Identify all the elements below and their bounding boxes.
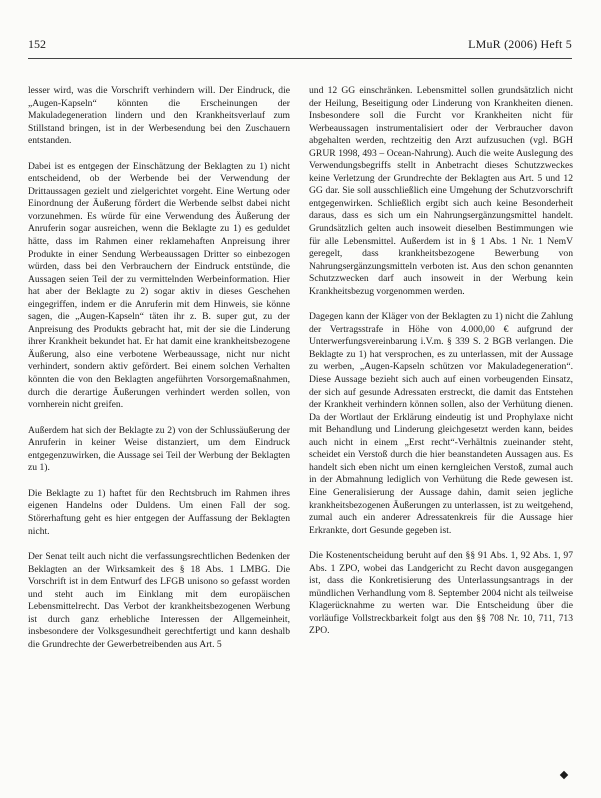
running-header: [28, 36, 572, 59]
paragraph: Die Beklagte zu 1) haftet für den Rechtsbruch im Rahmen ihres eigenen Handelns oder Duldens. Um einen Fall der sog. Störerhaftung geht es hier entgegen der Auffassung der Beklagten nicht.: [28, 487, 290, 537]
paragraph: Die Kostenentscheidung beruht auf den §§ 91 Abs. 1, 92 Abs. 1, 97 Abs. 1 ZPO, wobei das Landgericht zu Recht davon ausgegangen ist, dass die Konkretisierung des Unterlassungsantrags in der mündlichen Verhandlung vom 8. September 2004 nicht als teilweise Klagerücknahme zu werten war. Die Entscheidung über die vorläufige Vollstreckbarkeit folgt aus den §§ 708 Nr. 10, 711, 713 ZPO.: [309, 550, 573, 637]
paragraph: und 12 GG einschränken. Lebensmittel sollen grundsätzlich nicht der Heilung, Beseitigung oder Linderung von Krankheiten dienen. Insbesondere soll die Furcht vor Krankheiten nicht für Werbeaussagen instrumentalisiert oder der Verbraucher davon abgehalten werden, rechtzeitig den Arzt aufzusuchen (vgl. BGH GRUR 1998, 493 – Ocean-Nahrung). Auch die weite Auslegung des Verwendungsbegriffs stellt in Anbetracht dieses Schutzzweckes keine Verletzung der Grundrechte der Beklagten aus Art. 5 und 12 GG dar. Sie soll ausschließlich eine Umgehung der Schutzvorschrift entgegenwirken. Schließlich ergibt sich auch keine Besonderheit daraus, dass es sich um ein Nahrungsergänzungsmittel handelt. Grundsätzlich gelten auch insoweit dieselben Bestimmungen wie für alle Lebensmittel. Außerdem ist in § 1 Abs. 1 Nr. 1 NemV geregelt, dass krankheitsbezogene Bewerbung von Nahrungsergänzungsmitteln verboten ist. Aus den schon genannten Schutzzwecken darf auch insoweit in der Werbung kein Krankheitsbezug vorgenommen werden.: [309, 85, 573, 297]
paragraph: Außerdem hat sich der Beklagte zu 2) von der Schlussäußerung der Anruferin in keiner Weise distanziert, um dem Eindruck entgegenzuwirken, die Aussage sei Teil der Werbung der Beklagten zu 1).: [28, 424, 290, 474]
paragraph: Dabei ist es entgegen der Einschätzung der Beklagten zu 1) nicht entscheidend, ob der Werbende bei der Verwendung der Drittaussagen gezielt und zielgerichtet vorgeht. Eine Wertung oder Einordnung der Äußerung fördert die Werbende selbst dabei nicht vorzunehmen. Es würde für eine Verwendung des Äußerung der Anruferin sogar ausreichen, wenn die Beklagte zu 1) es geduldet hätte, dass im Rahmen einer reklamehaften Anpreisung ihrer Produkte in einer Sendung Werbeaussagen Dritter so einbezogen würden, dass bei den Verbrauchern der Eindruck entstünde, die Aussagen seien Teil der zu vermittelnden Werbeinformation. Hier hat aber der Beklagte zu 2) sogar aktiv in dieses Geschehen eingegriffen, indem er die Anruferin mit dem Hinweis, sie könne sagen, die „Augen-Kapseln“ täten ihr z. B. super gut, zu der Anpreisung des Produkts gebracht hat, mit der sie die Linderung ihrer Krankheit bekundet hat. Er hat damit eine krankheitsbezogene Äußerung, also eine verbotene Werbeaussage, nicht nur nicht verhindert, sondern aktiv gefördert. Bei einem solchen Verhalten könnten die von den Beklagten angeführten Vorsorgemaßnahmen, durch die derartige Äußerungen verhindert werden sollen, von vornherein nicht greifen.: [28, 160, 290, 411]
journal-reference: LMuR (2006) Heft 5: [468, 37, 572, 51]
paragraph: lesser wird, was die Vorschrift verhindern will. Der Eindruck, die „Augen-Kapseln“ könnten die Erscheinungen der Makuladegeneration lindern und den Krankheitsverlauf zum Stillstand bringen, ist in der Werbesendung bei den Zuschauern entstanden.: [28, 85, 290, 147]
end-of-article-marker: [560, 771, 568, 779]
paragraph: Dagegen kann der Kläger von der Beklagten zu 1) nicht die Zahlung der Vertragsstrafe in Höhe von 4.000,00 € aufgrund der Unterwerfungsvereinbarung i.V.m. § 339 S. 2 BGB verlangen. Die Beklagte zu 1) hat versprochen, es zu unterlassen, mit der Aussage zu werben, „Augen-Kapseln schützen vor Makuladegeneration“. Diese Aussage bezieht sich auch auf einen vorbeugenden Einsatz, der sich auf gesunde Adressaten erstreckt, die damit das Entstehen der Krankheit verhindern können sollen, also der Verhütung dienen. Da der Wortlaut der Erklärung eindeutig ist und Prophylaxe nicht mit Behandlung und Linderung gleichgesetzt werden kann, beides auch nicht in einem „Erst recht“-Verhältnis zueinander steht, scheidet ein Verstoß durch die hier beanstandeten Aussagen aus. Es handelt sich eben nicht um einen kerngleichen Verstoß, zumal auch in der Abmahnung lediglich von Verhütung die Rede gewesen ist. Eine Generalisierung der Aussage dahin, damit seien jegliche krankheitsbezogenen Äußerungen zu unterlassen, ist zu weitgehend, zumal auch ein anderer Adressatenkreis für die Aussage hier Erkrankte, dort Gesunde gegeben ist.: [309, 311, 573, 536]
right-column: [309, 85, 573, 651]
left-column: [28, 85, 290, 664]
page-number: 152: [28, 37, 46, 51]
paragraph: Der Senat teilt auch nicht die verfassungsrechtlichen Bedenken der Beklagten an der Wirksamkeit des § 18 Abs. 1 LMBG. Die Vorschrift ist in dem Entwurf des LFGB unisono so gefasst worden und steht auch im Einklang mit dem europäischen Lebensmittelrecht. Das Verbot der krankheitsbezogenen Werbung ist durch ganz erhebliche Interessen der Allgemeinheit, insbesondere der Volksgesundheit gerechtfertigt und kann deshalb die Grundrechte der Gewerbetreibenden aus Art. 5: [28, 551, 290, 650]
